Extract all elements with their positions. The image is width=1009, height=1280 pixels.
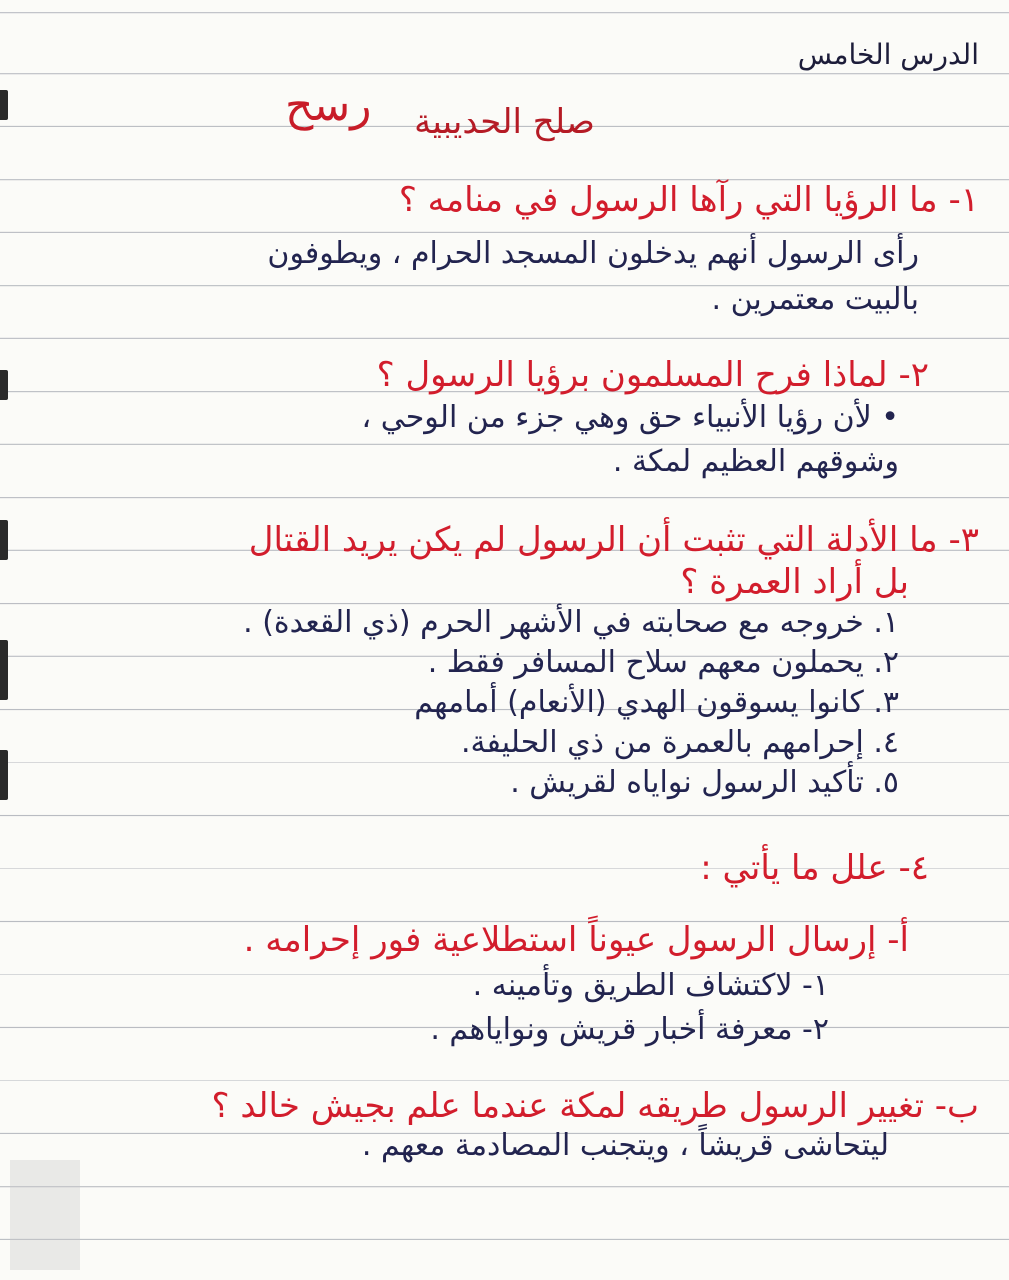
question-3-line-2: بل أراد العمرة ؟ [680,562,909,602]
lesson-header: الدرس الخامس [797,38,979,71]
question-2: ٢- لماذا فرح المسلمون برؤيا الرسول ؟ [376,355,929,395]
answer-4b: ليتحاشى قريشاً ، ويتجنب المصادمة معهم . [361,1128,889,1163]
question-4-heading: ٤- علل ما يأتي : [700,848,929,888]
answer-1-line-2: بالبيت معتمرين . [711,282,919,317]
binding-tab [0,370,8,400]
binding-tab [0,520,8,560]
answer-2-line-1: • لأن رؤيا الأنبياء حق وهي جزء من الوحي ، [361,400,899,435]
list-item: ١. خروجه مع صحابته في الأشهر الحرم (ذي القعدة) . [243,605,899,640]
question-3-line-1: ٣- ما الأدلة التي تثبت أن الرسول لم يكن يريد القتال [248,520,979,560]
list-item: ٢. يحملون معهم سلاح المسافر فقط . [427,645,899,680]
binding-tab [0,640,8,700]
answer-4a-item: ٢- معرفة أخبار قريش ونواياهم . [430,1012,829,1047]
answer-4a-item: ١- لاكتشاف الطريق وتأمينه . [472,968,829,1003]
logo-signature: رسح [285,80,372,131]
answer-2-line-2: وشوقهم العظيم لمكة . [612,444,899,479]
question-4a: أ- إرسال الرسول عيوناً استطلاعية فور إحرامه . [243,920,909,960]
answer-1-line-1: رأى الرسول أنهم يدخلون المسجد الحرام ، ويطوفون [267,236,919,271]
binding-tab [0,90,8,120]
binding-tab [0,750,8,800]
watermark-logo [10,1160,80,1270]
page-title: صلح الحديبية [414,102,595,142]
question-1: ١- ما الرؤيا التي رآها الرسول في منامه ؟ [398,180,979,220]
list-item: ٥. تأكيد الرسول نواياه لقريش . [510,765,899,800]
list-item: ٣. كانوا يسوقون الهدي (الأنعام) أمامهم [414,685,899,720]
question-4b: ب- تغيير الرسول طريقه لمكة عندما علم بجيش خالد ؟ [211,1086,979,1126]
binding-margin [0,0,10,1280]
list-item: ٤. إحرامهم بالعمرة من ذي الحليفة. [460,725,899,760]
